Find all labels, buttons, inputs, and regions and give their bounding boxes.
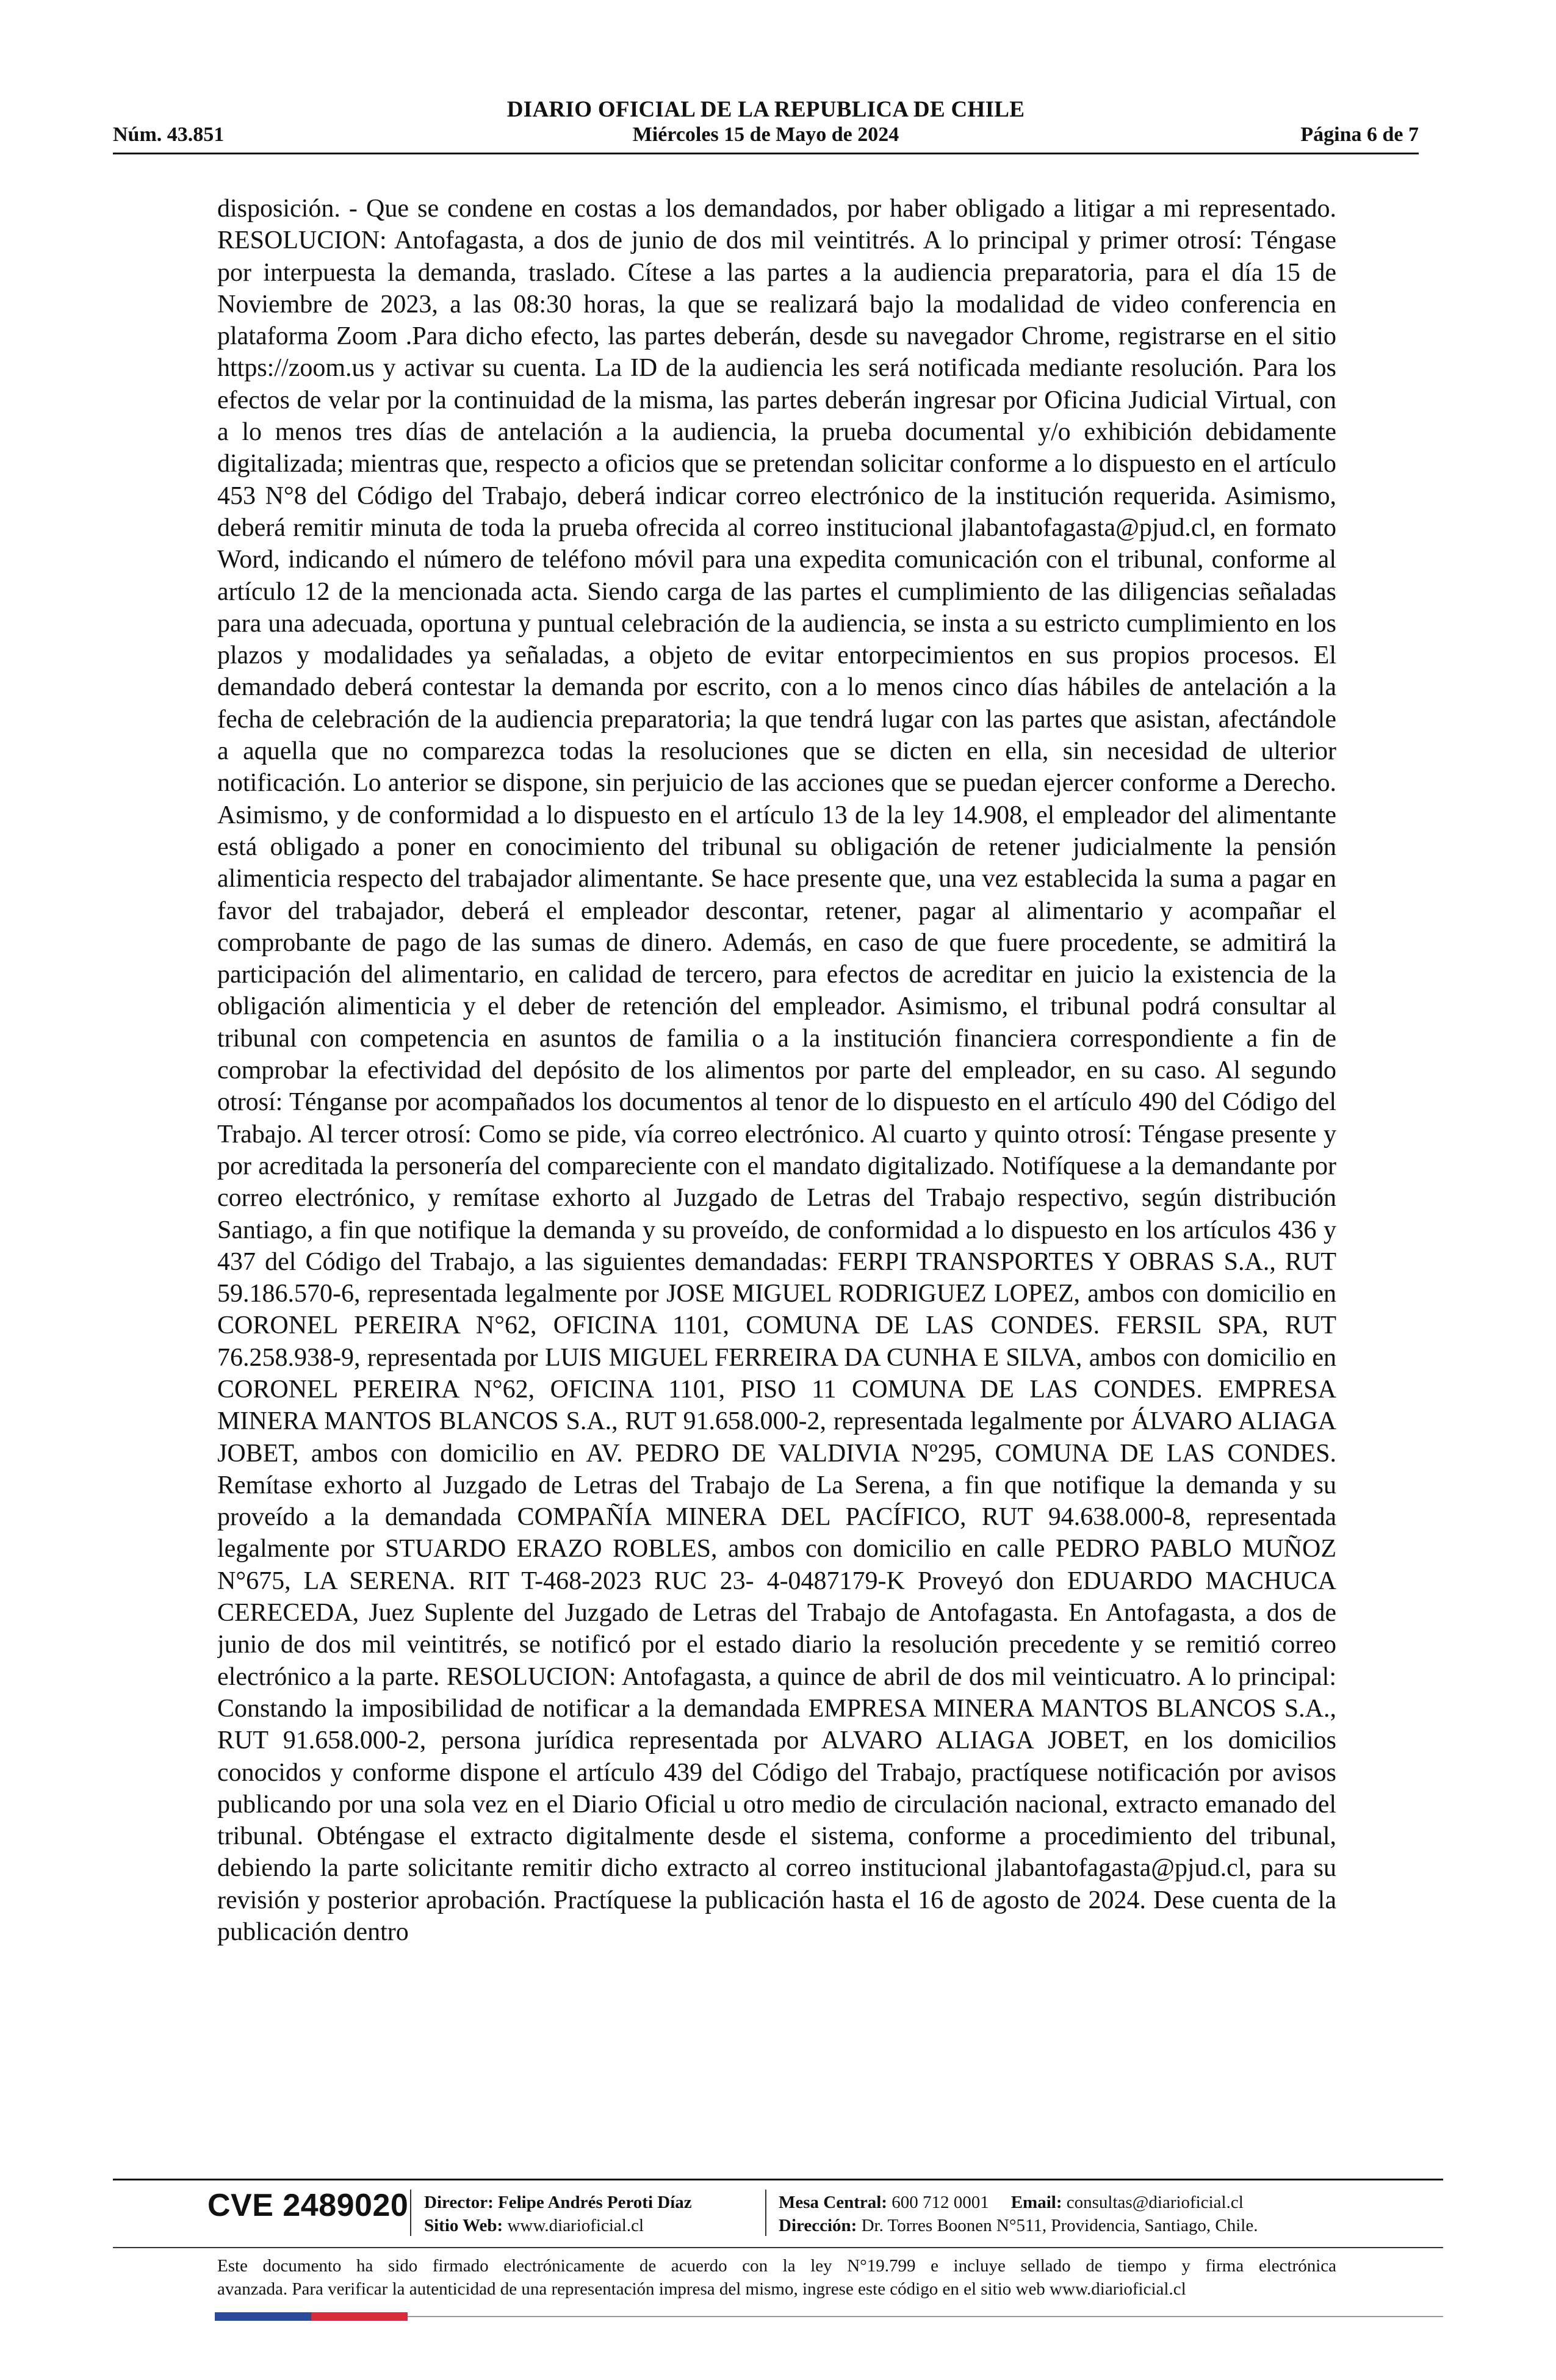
footer-contact-block bbox=[779, 2191, 1258, 2237]
footer-divider-top bbox=[113, 2179, 1443, 2180]
issue-number: Núm. 43.851 bbox=[113, 123, 225, 146]
footer-separator bbox=[410, 2190, 411, 2236]
flag-red-segment bbox=[311, 2312, 408, 2321]
director-label: Director: bbox=[424, 2193, 494, 2212]
page-indicator: Página 6 de 7 bbox=[1300, 123, 1419, 146]
legal-notice-line: Este documento ha sido firmado electrónicamente de acuerdo con la ley N°19.799 e incluye sellado de tiempo y firma electrónica bbox=[217, 2256, 1336, 2276]
cve-code: CVE 2489020 bbox=[207, 2188, 409, 2223]
issue-date: Miércoles 15 de Mayo de 2024 bbox=[632, 123, 899, 146]
phone-value: 600 712 0001 bbox=[891, 2193, 989, 2212]
page-header bbox=[113, 92, 1419, 153]
publication-title: DIARIO OFICIAL DE LA REPUBLICA DE CHILE bbox=[506, 97, 1025, 122]
address-value: Dr. Torres Boonen N°511, Providencia, Santiago, Chile. bbox=[861, 2216, 1258, 2235]
footer-separator bbox=[765, 2190, 766, 2236]
flag-stripe bbox=[215, 2312, 408, 2321]
footer-director-block bbox=[424, 2191, 692, 2237]
website-label: Sitio Web: bbox=[424, 2216, 503, 2235]
legal-notice bbox=[217, 2254, 1336, 2301]
website-link[interactable]: www.diarioficial.cl bbox=[507, 2216, 644, 2235]
director-name: Felipe Andrés Peroti Díaz bbox=[498, 2193, 692, 2212]
address-label: Dirección: bbox=[779, 2216, 857, 2235]
phone-label: Mesa Central: bbox=[779, 2193, 887, 2212]
body-text: disposición. - Que se condene en costas a los demandados, por haber obligado a litigar a mi representado. RESOLUCION: Antofagasta, a dos de junio de dos mil veintitrés. A lo principal y primer otrosí: Téngase por interpuesta la demanda, traslado. Cítese a las partes a la audiencia preparatoria, para el día 15 de Noviembre de 2023, a las 08:30 horas, la que se realizará bajo la modalidad de video conferencia en plataforma Zoom .Para dicho efecto, las partes deberán, desde su navegador Chrome, registrarse en el sitio https://zoom.us y activar su cuenta. La ID de la audiencia les será notificada mediante resolución. Para los efectos de velar por la continuidad de la misma, las partes deberán ingresar por Oficina Judicial Virtual, con a lo menos tres días de antelación a la audiencia, la prueba documental y/o exhibición debidamente digitalizada; mientras que, respecto a oficios que se pretendan solicitar conforme a lo dispuesto en el artículo 453 N°8 del Código del Trabajo, deberá indicar correo electrónico de la institución requerida. Asimismo, deberá remitir minuta de toda la prueba ofrecida al correo institucional jlabantofagasta@pjud.cl, en formato Word, indicando el número de teléfono móvil para una expedita comunicación con el tribunal, conforme al artículo 12 de la mencionada acta. Siendo carga de las partes el cumplimiento de las diligencias señaladas para una adecuada, oportuna y puntual celebración de la audiencia, se insta a su estricto cumplimiento en los plazos y modalidades ya señaladas, a objeto de evitar entorpecimientos en sus propios procesos. El demandado deberá contestar la demanda por escrito, con a lo menos cinco días hábiles de antelación a la fecha de celebración de la audiencia preparatoria; la que tendrá lugar con las partes que asistan, afectándole a aquella que no comparezca todas la resoluciones que se dicten en ella, sin necesidad de ulterior notificación. Lo anterior se dispone, sin perjuicio de las acciones que se puedan ejercer conforme a Derecho. Asimismo, y de conformidad a lo dispuesto en el artículo 13 de la ley 14.908, el empleador del alimentante está obligado a poner en conocimiento del tribunal su obligación de retener judicialmente la pensión alimenticia respecto del trabajador alimentante. Se hace presente que, una vez establecida la suma a pagar en favor del trabajador, deberá el empleador descontar, retener, pagar al alimentario y acompañar el comprobante de pago de las sumas de dinero. Además, en caso de que fuere procedente, se admitirá la participación del alimentario, en calidad de tercero, para efectos de acreditar en juicio la existencia de la obligación alimenticia y el deber de retención del empleador. Asimismo, el tribunal podrá consultar al tribunal con competencia en asuntos de familia o a la institución financiera correspondiente a fin de comprobar la efectividad del depósito de los alimentos por parte del empleador, en su caso. Al segundo otrosí: Ténganse por acompañados los documentos al tenor de lo dispuesto en el artículo 490 del Código del Trabajo. Al tercer otrosí: Como se pide, vía correo electrónico. Al cuarto y quinto otrosí: Téngase presente y por acreditada la personería del compareciente con el mandato digitalizado. Notifíquese a la demandante por correo electrónico, y remítase exhorto al Juzgado de Letras del Trabajo respectivo, según distribución Santiago, a fin que notifique la demanda y su proveído, de conformidad a lo dispuesto en los artículos 436 y 437 del Código del Trabajo, a las siguientes demandadas: FERPI TRANSPORTES Y OBRAS S.A., RUT 59.186.570-6, representada legalmente por JOSE MIGUEL RODRIGUEZ LOPEZ, ambos con domicilio en CORONEL PEREIRA N°62, OFICINA 1101, COMUNA DE LAS CONDES. FERSIL SPA, RUT 76.258.938-9, representada por LUIS MIGUEL FERREIRA DA CUNHA E SILVA, ambos con domicilio en CORONEL PEREIRA N°62, OFICINA 1101, PISO 11 COMUNA DE LAS CONDES. EMPRESA MINERA MANTOS BLANCOS S.A., RUT 91.658.000-2, representada legalmente por ÁLVARO ALIAGA JOBET, ambos con domicilio en AV. PEDRO DE VALDIVIA Nº295, COMUNA DE LAS CONDES. Remítase exhorto al Juzgado de Letras del Trabajo de La Serena, a fin que notifique la demanda y su proveído a la demandada COMPAÑÍA MINERA DEL PACÍFICO, RUT 94.638.000-8, representada legalmente por STUARDO ERAZO ROBLES, ambos con domicilio en calle PEDRO PABLO MUÑOZ N°675, LA SERENA. RIT T-468-2023 RUC 23- 4-0487179-K Proveyó don EDUARDO MACHUCA CERECEDA, Juez Suplente del Juzgado de Letras del Trabajo de Antofagasta. En Antofagasta, a dos de junio de dos mil veintitrés, se notificó por el estado diario la resolución precedente y se remitió correo electrónico a la parte. RESOLUCION: Antofagasta, a quince de abril de dos mil veinticuatro. A lo principal: Constando la imposibilidad de notificar a la demandada EMPRESA MINERA MANTOS BLANCOS S.A., RUT 91.658.000-2, persona jurídica representada por ALVARO ALIAGA JOBET, en los domicilios conocidos y conforme dispone el artículo 439 del Código del Trabajo, practíquese notificación por avisos publicando por una sola vez en el Diario Oficial u otro medio de circulación nacional, extracto emanado del tribunal. Obténgase el extracto digitalmente desde el sistema, conforme a procedimiento del tribunal, debiendo la parte solicitante remitir dicho extracto al correo institucional jlabantofagasta@pjud.cl, para su revisión y posterior aprobación. Practíquese la publicación hasta el 16 de agosto de 2024. Dese cuenta de la publicación dentro bbox=[217, 195, 1336, 1947]
footer-divider-mid bbox=[113, 2247, 1443, 2248]
header-divider bbox=[113, 153, 1419, 154]
email-link[interactable]: consultas@diarioficial.cl bbox=[1066, 2193, 1244, 2212]
flag-blue-segment bbox=[215, 2312, 311, 2321]
legal-notice-line: avanzada. Para verificar la autenticidad de una representación impresa del mismo, ingrese este código en el sitio web www.diarioficial.cl bbox=[217, 2279, 1186, 2299]
email-label: Email: bbox=[1010, 2193, 1062, 2212]
footer-divider-bottom bbox=[408, 2316, 1443, 2317]
